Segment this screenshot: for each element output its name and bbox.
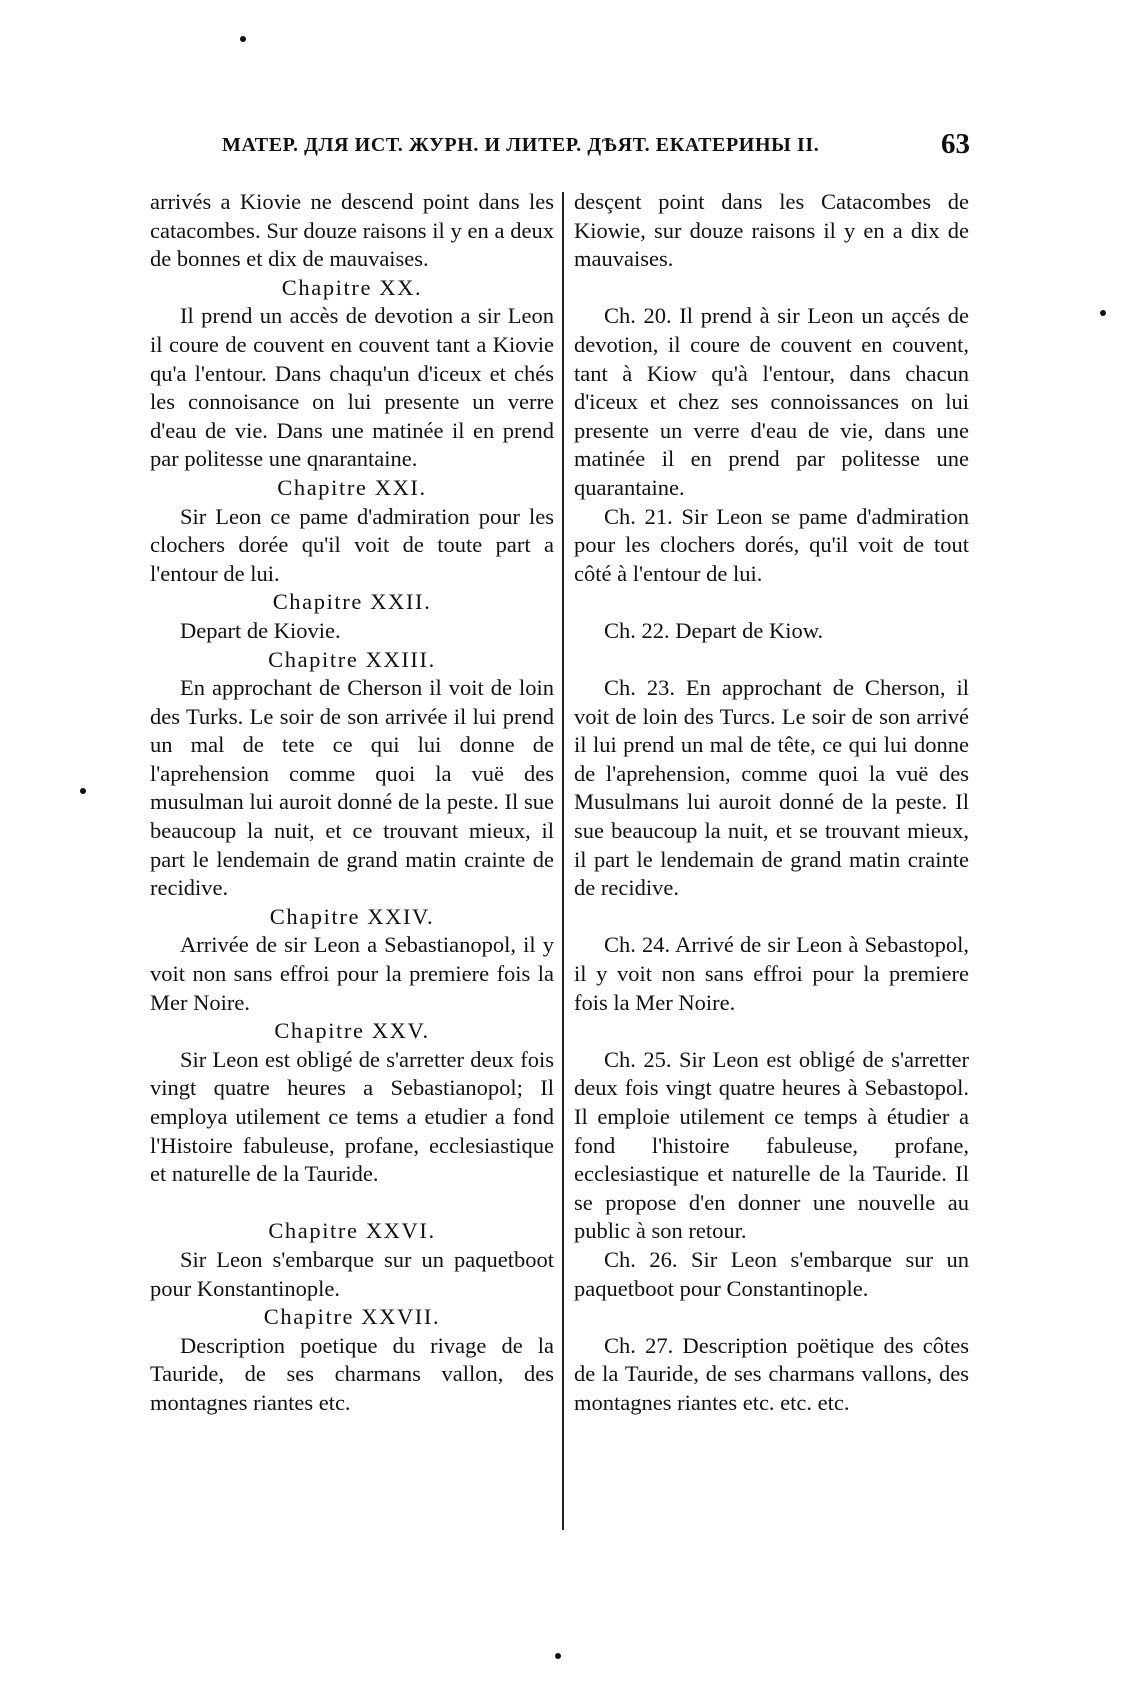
right-paragraph: Ch. 21. Sir Leon se pame d'admiration pour les clochers dorés, qu'il voit de tout côté à l'entour de lui. bbox=[574, 503, 969, 586]
column-divider bbox=[562, 192, 564, 1530]
left-paragraph: En approchant de Cherson il voit de loin des Turks. Le soir de son arrivée il lui prend un mal de tete ce qui lui donne de l'aprehension comme quoi la vuë des musulman lui auroit donné de la peste. Il sue beaucoup la nuit, et ce trouvant mieux, il part le lendemain de grand matin crainte de recidive. bbox=[150, 675, 554, 901]
chapter-heading: Chapitre XXII. bbox=[272, 589, 432, 615]
left-paragraph: Sir Leon s'embarque sur un paquetboot pour Konstantinople. bbox=[150, 1246, 554, 1301]
right-paragraph: Ch. 23. En approchant de Cherson, il voit de loin des Turcs. Le soir de son arrivé il lui prend un mal de tête, ce qui lui donne de l'aprehension, comme quoi la vuë des Musulmans lui auroit donné de la peste. Il sue beaucoup la nuit, et se trouvant mieux, il part le lendemain de grand matin crainte de recidive. bbox=[574, 675, 969, 901]
chapter-heading: Chapitre XXIII. bbox=[268, 646, 436, 672]
page-header bbox=[150, 128, 970, 168]
spacer bbox=[574, 588, 969, 617]
ink-speck bbox=[555, 1653, 561, 1659]
left-paragraph: Arrivée de sir Leon a Sebastianopol, il y voit non sans effroi pour la premiere fois la Mer Noire. bbox=[150, 932, 554, 1015]
ink-speck bbox=[80, 788, 86, 794]
spacer bbox=[150, 1189, 554, 1218]
right-paragraph: Ch. 27. Description poëtique des côtes de la Tauride, de ses charmans vallons, des montagnes riantes etc. etc. etc. bbox=[574, 1332, 969, 1415]
chapter-heading: Chapitre XXV. bbox=[274, 1018, 430, 1044]
left-paragraph: arrivés a Kiovie ne descend point dans les catacombes. Sur douze raisons il y en a deux de bonnes et dix de mauvaises. bbox=[150, 189, 554, 272]
ink-speck bbox=[1100, 310, 1106, 316]
spacer bbox=[574, 903, 969, 932]
left-paragraph: Sir Leon ce pame d'admiration pour les clochers dorée qu'il voit de toute part a l'entour de lui. bbox=[150, 503, 554, 586]
spacer bbox=[574, 1017, 969, 1046]
left-paragraph: Depart de Kiovie. bbox=[180, 617, 341, 643]
ink-speck bbox=[240, 36, 246, 42]
right-column bbox=[574, 188, 969, 1418]
right-paragraph: Ch. 20. Il prend à sir Leon un açcés de devotion, il coure de couvent en couvent, tant à Kiow qu'à l'entour, dans chacun d'iceux et chez ses connoissances on lui presente un verre d'eau de vie, dans une matinée il en prend par politesse une quarantaine. bbox=[574, 303, 969, 500]
spacer bbox=[574, 1303, 969, 1332]
right-paragraph: Ch. 26. Sir Leon s'embarque sur un paquetboot pour Constantinople. bbox=[574, 1246, 969, 1301]
left-paragraph: Description poetique du rivage de la Tauride, de ses charmans vallon, des montagnes riantes etc. bbox=[150, 1332, 554, 1415]
spacer bbox=[574, 646, 969, 675]
page-number: 63 bbox=[941, 128, 970, 160]
chapter-heading: Chapitre XXI. bbox=[277, 474, 427, 500]
running-title: МАТЕР. ДЛЯ ИСТ. ЖУРН. И ЛИТЕР. ДѢЯТ. ЕКАТЕРИНЫ II. bbox=[222, 134, 820, 156]
left-paragraph: Sir Leon est obligé de s'arretter deux fois vingt quatre heures a Sebastianopol; Il employa utilement ce tems a etudier a fond l'Histoire fabuleuse, profane, ecclesiastique et naturelle de la Tauride. bbox=[150, 1046, 554, 1187]
chapter-heading: Chapitre XX. bbox=[281, 274, 423, 300]
right-paragraph: desçent point dans les Catacombes de Kiowie, sur douze raisons il y en a dix de mauvaises. bbox=[574, 189, 969, 272]
chapter-heading: Chapitre XXIV. bbox=[269, 903, 435, 929]
right-paragraph: Ch. 22. Depart de Kiow. bbox=[604, 617, 824, 643]
left-paragraph: Il prend un accès de devotion a sir Leon il coure de couvent en couvent tant a Kiovie qu'a l'entour. Dans chaqu'un d'iceux et chés les connoisance on lui presente un verre d'eau de vie. Dans une matinée il en prend par politesse une qnarantaine. bbox=[150, 303, 554, 472]
chapter-heading: Chapitre XXVII. bbox=[263, 1304, 441, 1330]
left-column bbox=[150, 188, 554, 1418]
right-paragraph: Ch. 24. Arrivé de sir Leon à Sebastopol, il y voit non sans effroi pour la premiere fois la Mer Noire. bbox=[574, 932, 969, 1015]
chapter-heading: Chapitre XXVI. bbox=[268, 1218, 436, 1244]
right-paragraph: Ch. 25. Sir Leon est obligé de s'arretter deux fois vingt quatre heures à Sebastopol. Il emploie utilement ce temps à étudier a fond l'histoire fabuleuse, profane, ecclesiastique et naturelle de la Tauride. Il se propose d'en donner une nouvelle au public à son retour. bbox=[574, 1046, 969, 1244]
spacer bbox=[574, 274, 969, 303]
